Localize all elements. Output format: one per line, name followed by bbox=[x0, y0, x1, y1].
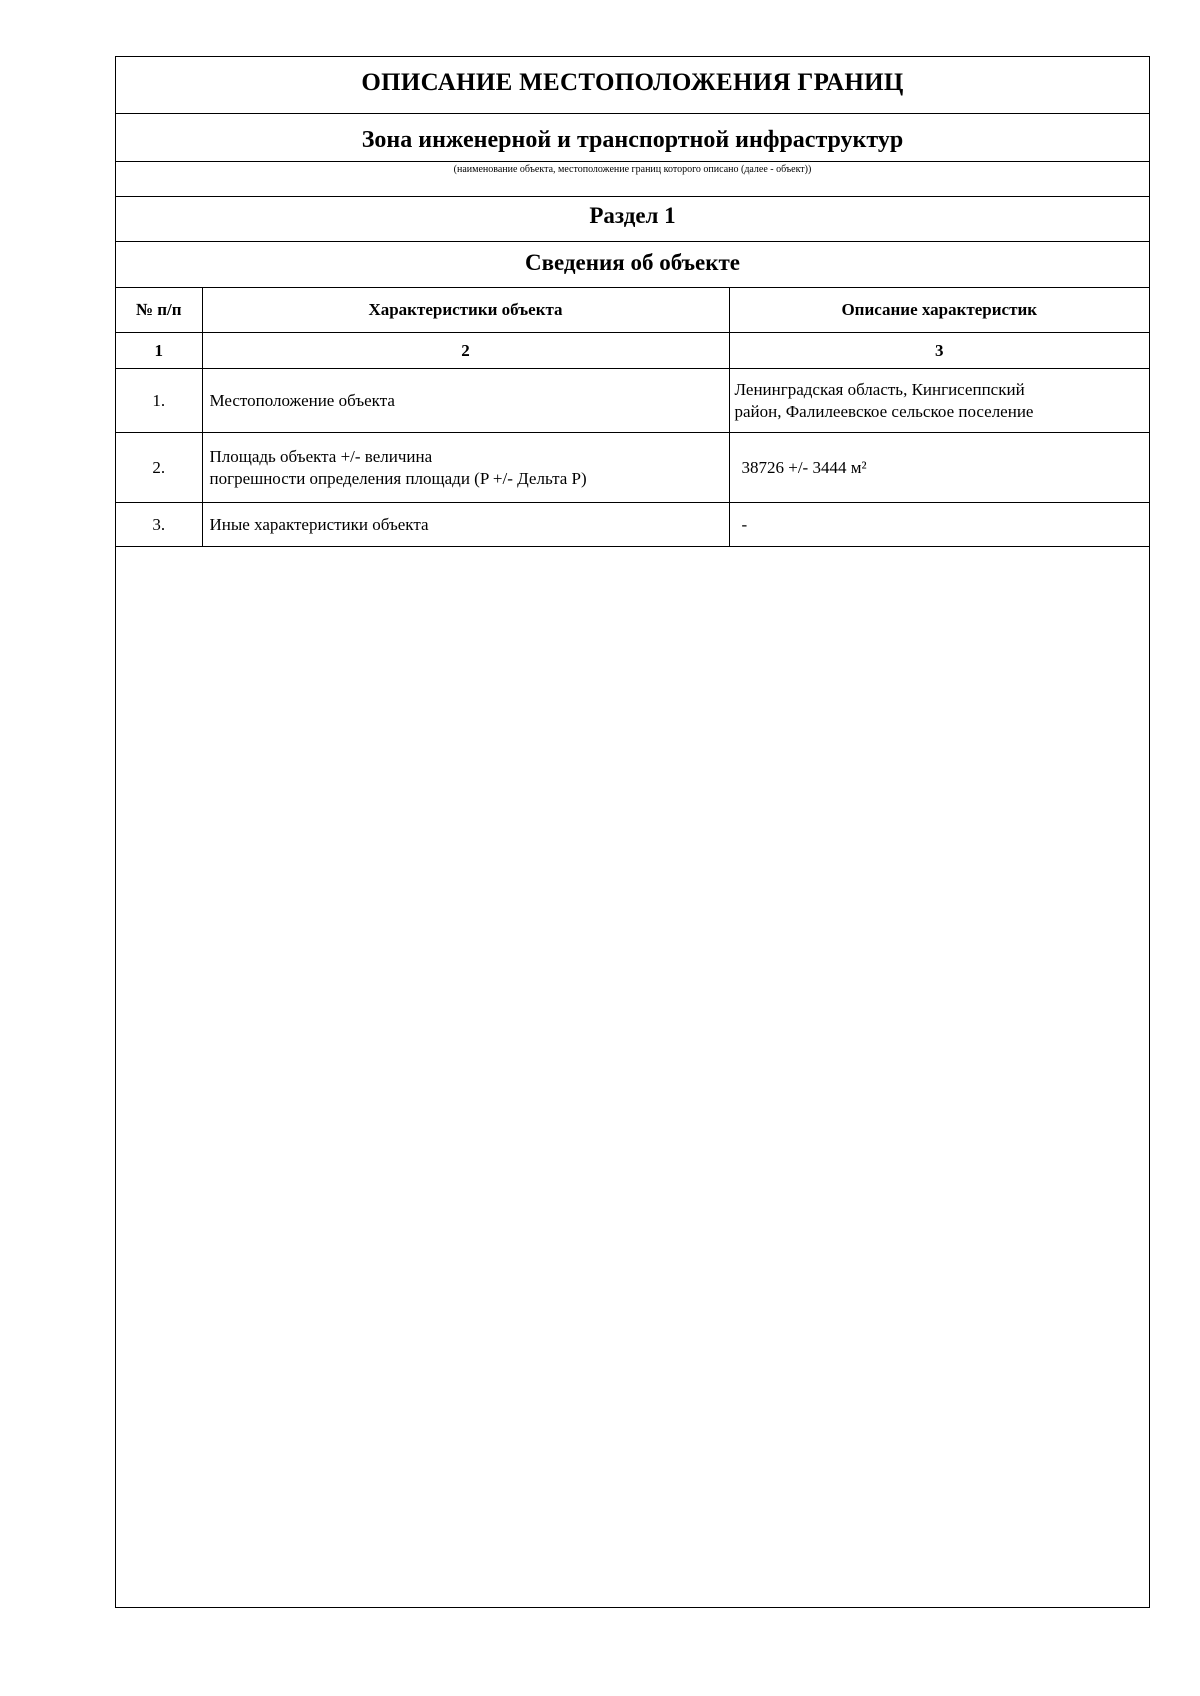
document-frame bbox=[115, 56, 1150, 1608]
object-name: Зона инженерной и транспортной инфраструктур bbox=[361, 127, 904, 153]
row-description: 38726 +/- 3444 м² bbox=[729, 433, 1149, 503]
column-number-2: 2 bbox=[202, 333, 729, 369]
section-subtitle: Сведения об объекте bbox=[524, 250, 741, 275]
table-row bbox=[116, 369, 1149, 433]
object-info-table bbox=[116, 287, 1149, 547]
header-number: № п/п bbox=[116, 288, 202, 333]
column-number-1: 1 bbox=[116, 333, 202, 369]
row-description: - bbox=[729, 503, 1149, 547]
table-row bbox=[116, 503, 1149, 547]
row-description bbox=[729, 369, 1149, 433]
header-description: Описание характеристик bbox=[729, 288, 1149, 333]
table-row bbox=[116, 433, 1149, 503]
row-number: 3. bbox=[116, 503, 202, 547]
divider bbox=[116, 113, 1149, 114]
row-characteristic bbox=[202, 433, 729, 503]
table-header-row bbox=[116, 288, 1149, 333]
row-number: 1. bbox=[116, 369, 202, 433]
row-characteristic: Иные характеристики объекта bbox=[202, 503, 729, 547]
row-description-line: Ленинградская область, Кингисеппский bbox=[734, 379, 1025, 399]
column-number-row bbox=[116, 333, 1149, 369]
column-number-3: 3 bbox=[729, 333, 1149, 369]
row-characteristic-line: погрешности определения площади (P +/- Дельта P) bbox=[209, 468, 587, 488]
row-number: 2. bbox=[116, 433, 202, 503]
document-title: ОПИСАНИЕ МЕСТОПОЛОЖЕНИЯ ГРАНИЦ bbox=[361, 69, 904, 96]
divider bbox=[116, 241, 1149, 242]
object-caption: (наименование объекта, местоположение границ которого описано (далее - объект)) bbox=[453, 164, 812, 175]
row-description-line: район, Фалилеевское сельское поселение bbox=[734, 401, 1034, 421]
header-characteristic: Характеристики объекта bbox=[202, 288, 729, 333]
section-title: Раздел 1 bbox=[589, 203, 676, 228]
divider bbox=[116, 196, 1149, 197]
divider bbox=[116, 161, 1149, 162]
row-characteristic-line: Площадь объекта +/- величина bbox=[209, 446, 433, 466]
row-characteristic: Местоположение объекта bbox=[202, 369, 729, 433]
